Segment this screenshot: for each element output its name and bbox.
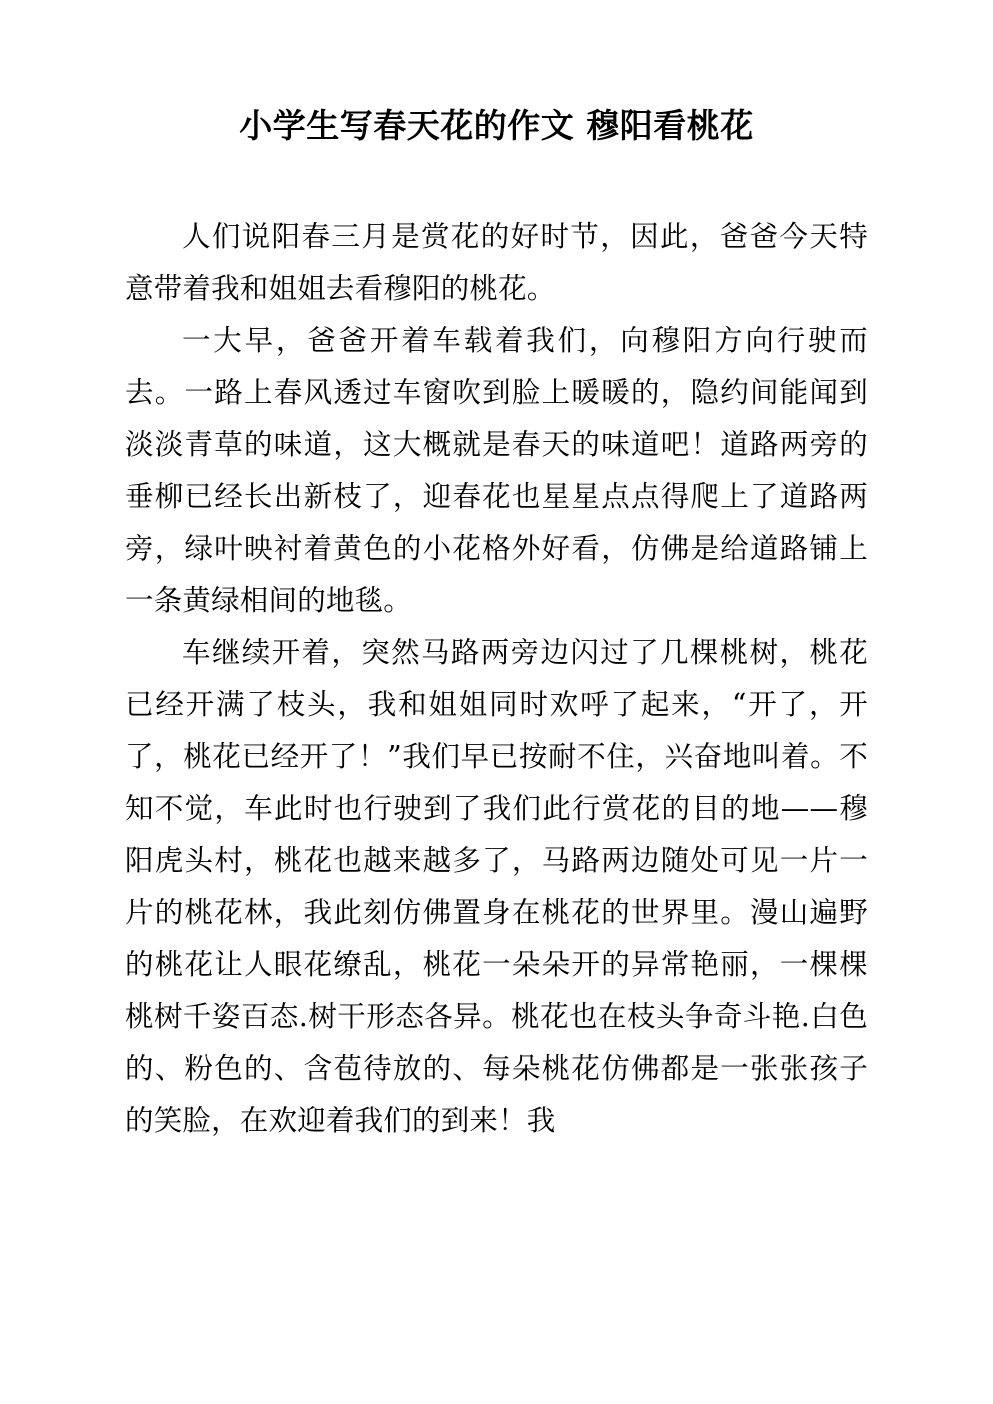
paragraph: 人们说阳春三月是赏花的好时节，因此，爸爸今天特意带着我和姐姐去看穆阳的桃花。 (125, 219, 868, 305)
paragraph: 车继续开着，突然马路两旁边闪过了几棵桃树，桃花已经开满了枝头，我和姐姐同时欢呼了起来，“开了，开了，桃花已经开了！”我们早已按耐不住，兴奋地叫着。不知不觉，车此时也行驶到了我们此行赏花的目的地——穆阳虎头村，桃花也越来越多了，马路两边随处可见一片一片的桃花林，我此刻仿佛置身在桃花的世界里。漫山遍野的桃花让人眼花缭乱，桃花一朵朵开的异常艳丽，一棵棵桃树千姿百态.树干形态各异。桃花也在枝头争奇斗艳.白色的、粉色的、含苞待放的、每朵桃花仿佛都是一张张孩子的笑脸，在欢迎着我们的到来！我 (125, 635, 868, 1137)
paragraph: 一大早，爸爸开着车载着我们，向穆阳方向行驶而去。一路上春风透过车窗吹到脸上暖暖的，隐约间能闻到淡淡青草的味道，这大概就是春天的味道吧！道路两旁的垂柳已经长出新枝了，迎春花也星星点点得爬上了道路两旁，绿叶映衬着黄色的小花格外好看，仿佛是给道路铺上一条黄绿相间的地毯。 (125, 323, 868, 617)
page-title: 小学生写春天花的作文 穆阳看桃花 (239, 106, 754, 145)
document-body (125, 211, 868, 1147)
